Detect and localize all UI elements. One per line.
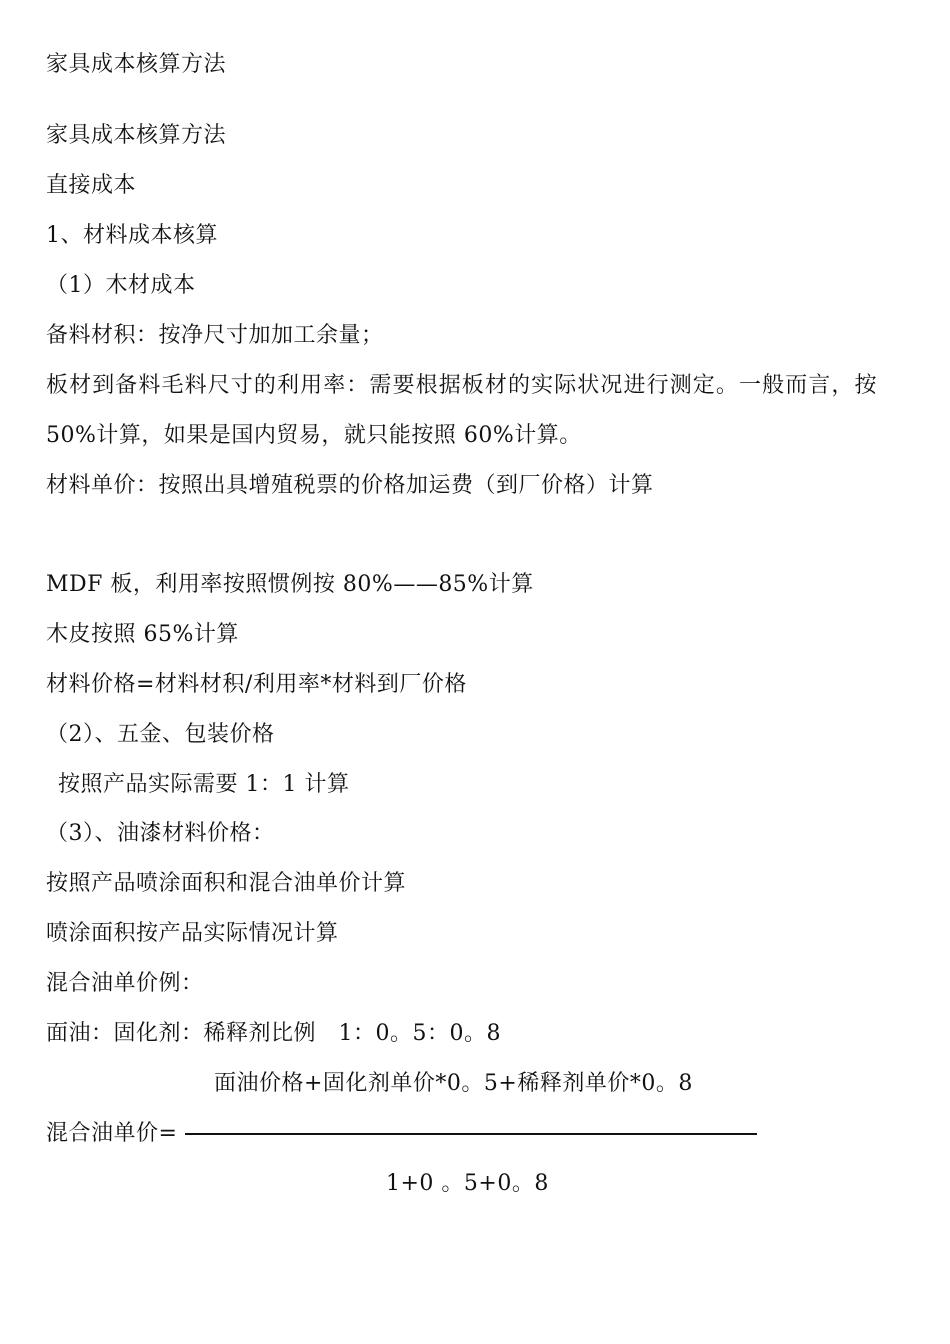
subheading-paint-materials: （3）、油漆材料价格： [46,821,275,846]
document-top-title: 家具成本核算方法 [46,52,227,77]
paragraph-unit-price: 材料单价：按照出具增殖税票的价格加运费（到厂价格）计算 [46,473,654,498]
document-heading: 家具成本核算方法 [46,123,227,148]
paragraph-paint-area-price: 按照产品喷涂面积和混合油单价计算 [46,871,407,896]
paragraph-mix-example: 混合油单价例： [46,971,204,996]
subheading-wood-cost: （1）木材成本 [46,273,196,298]
paragraph-utilization-line-2: 50%计算，如果是国内贸易，就只能按照 60%计算。 [46,423,582,448]
paragraph-material-formula: 材料价格=材料材积/利用率*材料到厂价格 [46,672,467,697]
formula-denominator: 1+0 。5+0。8 [386,1171,549,1196]
paragraph-prep-volume: 备料材积：按净尺寸加加工余量； [46,323,384,348]
item-material-cost: 1、材料成本核算 [46,223,218,248]
formula-fraction-line [185,1133,757,1135]
paragraph-utilization-line-1: 板材到备料毛料尺寸的利用率：需要根据板材的实际状况进行测定。一般而言，按 [46,373,878,398]
formula-label: 混合油单价= [46,1121,178,1146]
paragraph-mdf-utilization: MDF 板，利用率按照惯例按 80%——85%计算 [46,572,534,597]
paragraph-veneer: 木皮按照 65%计算 [46,622,239,647]
section-direct-cost: 直接成本 [46,173,137,198]
paragraph-hardware: 按照产品实际需要 1：1 计算 [58,772,350,797]
formula-numerator: 面油价格+固化剂单价*0。5+稀释剂单价*0。8 [214,1071,693,1096]
subheading-hardware-packaging: （2）、五金、包装价格 [46,722,275,747]
paragraph-mix-ratio: 面油：固化剂：稀释剂比例 1：0。5：0。8 [46,1021,501,1046]
paragraph-paint-area: 喷涂面积按产品实际情况计算 [46,921,339,946]
